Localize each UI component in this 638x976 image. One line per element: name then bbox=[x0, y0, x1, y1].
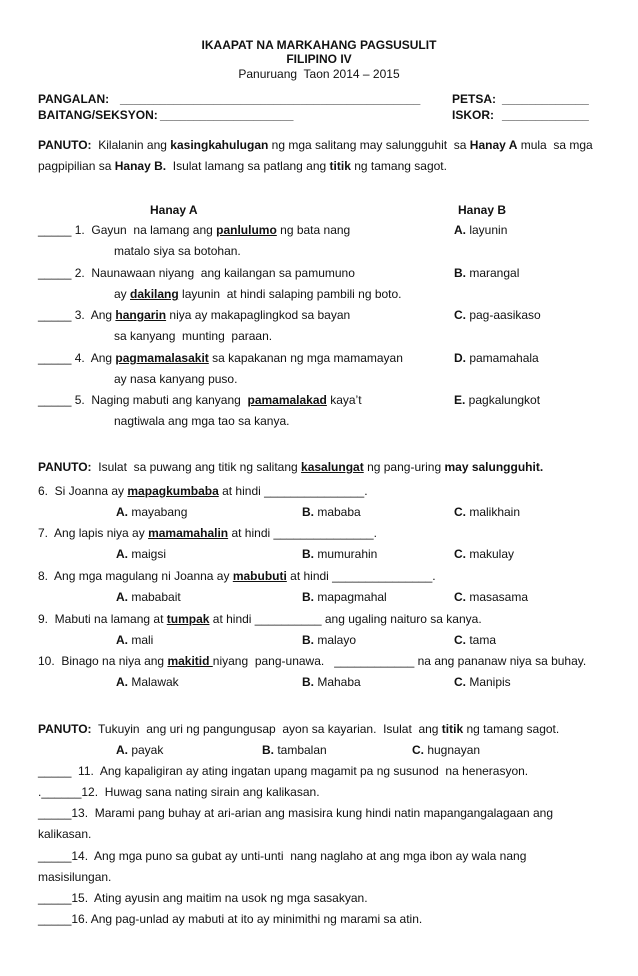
underlined-word: pagmamalasakit bbox=[115, 351, 209, 365]
item-text: sa kapakanan ng mga mamamayan bbox=[208, 351, 403, 365]
choice-b bbox=[302, 633, 356, 648]
hanay-b-choice bbox=[454, 266, 519, 281]
choice-letter: C. bbox=[454, 675, 466, 689]
choice-text: mumurahin bbox=[314, 547, 378, 561]
keyword: kasalungat bbox=[301, 460, 364, 474]
keyword: titik bbox=[329, 159, 351, 173]
sentence-item: _____14. Ang mga puno sa gubat ay unti-unti nang naglaho at ang mga ibon ay wala nang bbox=[38, 849, 527, 863]
antonym-question bbox=[38, 484, 368, 499]
item-text: 10. Binago na niya ang bbox=[38, 654, 168, 668]
item-text: at hindi _______________. bbox=[286, 569, 436, 583]
sentence-item: _____15. Ating ayusin ang maitim na usok ng mga sasakyan. bbox=[38, 891, 368, 905]
choice-text: Manipis bbox=[466, 675, 511, 689]
hanay-b-choice bbox=[454, 223, 507, 238]
instruction-text: Tukuyin ang uri ng pangungusap ayon sa kayarian. Isulat ang bbox=[91, 722, 442, 736]
choice-text: tambalan bbox=[274, 743, 327, 757]
choice-letter: C. bbox=[454, 505, 466, 519]
exam-title: IKAAPAT NA MARKAHANG PAGSUSULIT bbox=[201, 38, 437, 52]
choice-text: Malawak bbox=[128, 675, 179, 689]
choice-text: mapagmahal bbox=[314, 590, 387, 604]
item-text: _____ 4. Ang bbox=[38, 351, 116, 365]
keyword: titik bbox=[441, 722, 464, 736]
item-text: at hindi _______________. bbox=[228, 526, 377, 540]
grade-label: BAITANG/SEKSYON: bbox=[38, 108, 158, 122]
instruction-text: ng mga salitang may salungguhit sa bbox=[268, 138, 470, 152]
sentence-item: _____16. Ang pag-unlad ay mabuti at ito ay minimithi ng marami sa atin. bbox=[38, 912, 423, 926]
choice-text: pag-aasikaso bbox=[466, 308, 541, 322]
date-blank: _____________ bbox=[502, 92, 589, 106]
underlined-word: makitid bbox=[167, 654, 213, 668]
choice-letter: B. bbox=[262, 743, 274, 757]
choice-b bbox=[302, 547, 377, 562]
sentence-item: kalikasan. bbox=[38, 827, 92, 841]
item-text: ng bata nang bbox=[276, 223, 351, 237]
choice-letter: A. bbox=[116, 675, 128, 689]
part1-instruction-cont bbox=[38, 159, 447, 174]
matching-item-cont bbox=[114, 244, 241, 259]
item-text: matalo siya sa botohan. bbox=[114, 244, 241, 258]
item-text: niyang pang-unawa. ____________ na ang pananaw niya sa buhay. bbox=[212, 654, 587, 668]
item-text: 6. Si Joanna ay bbox=[38, 484, 128, 498]
antonym-question bbox=[38, 654, 586, 669]
underlined-word: mabubuti bbox=[232, 569, 287, 583]
choice-a bbox=[116, 547, 166, 562]
instruction-text: ng tamang sagot. bbox=[463, 722, 560, 736]
instruction-text: Isulat sa puwang ang titik ng salitang bbox=[91, 460, 302, 474]
choice-letter: C. bbox=[454, 633, 466, 647]
choice-tambalan bbox=[262, 743, 327, 758]
item-text: layunin at hindi salaping pambili ng boto. bbox=[178, 287, 402, 301]
antonym-question bbox=[38, 569, 436, 584]
choice-text: Mahaba bbox=[314, 675, 361, 689]
instruction-text: Kilalanin ang bbox=[91, 138, 171, 152]
choice-letter: E. bbox=[454, 393, 466, 407]
underlined-word: dakilang bbox=[130, 287, 179, 301]
matching-item bbox=[38, 393, 362, 408]
keyword: Hanay B. bbox=[114, 159, 167, 173]
item-text: 9. Mabuti na lamang at bbox=[38, 612, 167, 626]
hanay-b-choice bbox=[454, 308, 541, 323]
choice-letter: C. bbox=[454, 547, 466, 561]
matching-item bbox=[38, 266, 355, 281]
choice-text: tama bbox=[466, 633, 497, 647]
choice-c bbox=[454, 590, 528, 605]
item-text: 8. Ang mga magulang ni Joanna ay bbox=[38, 569, 233, 583]
choice-text: makulay bbox=[466, 547, 515, 561]
underlined-word: mamamahalin bbox=[148, 526, 229, 540]
sentence-item: _____13. Marami pang buhay at ari-arian ang masisira kung hindi natin mapangangalagaan ang bbox=[38, 806, 554, 820]
choice-text: mababait bbox=[128, 590, 181, 604]
panuto-label: PANUTO: bbox=[38, 138, 92, 152]
underlined-word: panlulumo bbox=[216, 223, 277, 237]
underlined-word: pamamalakad bbox=[247, 393, 327, 407]
choice-text: payak bbox=[128, 743, 164, 757]
choice-a bbox=[116, 633, 153, 648]
choice-letter: B. bbox=[302, 675, 314, 689]
choice-letter: A. bbox=[116, 633, 128, 647]
choice-text: malikhain bbox=[466, 505, 521, 519]
item-text: niya ay makapaglingkod sa bayan bbox=[166, 308, 351, 322]
part2-instruction bbox=[38, 460, 543, 475]
item-text: nagtiwala ang mga tao sa kanya. bbox=[114, 414, 290, 428]
choice-text: marangal bbox=[466, 266, 520, 280]
sentence-item: .______12. Huwag sana nating sirain ang kalikasan. bbox=[38, 785, 320, 799]
choice-letter: A. bbox=[116, 743, 128, 757]
matching-item-cont bbox=[114, 329, 272, 344]
name-label: PANGALAN: bbox=[38, 92, 110, 106]
score-blank: _____________ bbox=[502, 108, 589, 122]
choice-text: mali bbox=[128, 633, 154, 647]
underlined-word: mapagkumbaba bbox=[127, 484, 219, 498]
item-text: ay nasa kanyang puso. bbox=[114, 372, 238, 386]
instruction-text: ng tamang sagot. bbox=[350, 159, 447, 173]
choice-letter: B. bbox=[454, 266, 466, 280]
choice-text: hugnayan bbox=[424, 743, 481, 757]
instruction-text: mula sa mga bbox=[517, 138, 593, 152]
item-text: sa kanyang munting paraan. bbox=[114, 329, 273, 343]
matching-item bbox=[38, 351, 403, 366]
choice-a bbox=[116, 505, 187, 520]
choice-letter: D. bbox=[454, 351, 466, 365]
panuto-label: PANUTO: bbox=[38, 722, 92, 736]
item-text: _____ 1. Gayun na lamang ang bbox=[38, 223, 217, 237]
keyword: Hanay A bbox=[469, 138, 518, 152]
score-label: ISKOR: bbox=[452, 108, 494, 122]
keyword: kasingkahulugan bbox=[170, 138, 269, 152]
panuto-label: PANUTO: bbox=[38, 460, 92, 474]
item-text: at hindi __________ ang ugaling naituro sa kanya. bbox=[209, 612, 482, 626]
hanay-b-choice bbox=[454, 351, 539, 366]
choice-text: malayo bbox=[314, 633, 357, 647]
choice-hugnayan bbox=[412, 743, 480, 758]
matching-item-cont bbox=[114, 287, 402, 302]
choice-text: mayabang bbox=[128, 505, 188, 519]
item-text: kaya’t bbox=[326, 393, 362, 407]
choice-letter: A. bbox=[116, 505, 128, 519]
underlined-word: hangarin bbox=[115, 308, 167, 322]
date-label: PETSA: bbox=[452, 92, 497, 106]
choice-letter: C. bbox=[454, 590, 466, 604]
choice-letter: B. bbox=[302, 590, 314, 604]
choice-text: pagkalungkot bbox=[465, 393, 541, 407]
hanay-b-choice bbox=[454, 393, 540, 408]
choice-b bbox=[302, 675, 361, 690]
matching-item bbox=[38, 308, 350, 323]
item-text: at hindi _______________. bbox=[218, 484, 368, 498]
sentence-item: _____ 11. Ang kapaligiran ay ating ingatan upang magamit pa ng susunod na henerasyon. bbox=[38, 764, 529, 778]
choice-letter: A. bbox=[116, 590, 128, 604]
school-year: Panuruang Taon 2014 – 2015 bbox=[238, 67, 400, 81]
underlined-word: tumpak bbox=[166, 612, 210, 626]
grade-blank: ____________________ bbox=[160, 108, 294, 122]
choice-letter: A. bbox=[116, 547, 128, 561]
matching-item bbox=[38, 223, 350, 238]
antonym-question bbox=[38, 612, 482, 627]
choice-c bbox=[454, 547, 514, 562]
matching-item-cont bbox=[114, 372, 237, 387]
choice-letter: C. bbox=[412, 743, 424, 757]
part1-instruction bbox=[38, 138, 593, 153]
choice-text: masasama bbox=[466, 590, 529, 604]
choice-payak bbox=[116, 743, 163, 758]
instruction-text: ng pang-uring bbox=[363, 460, 445, 474]
item-text: 7. Ang lapis niya ay bbox=[38, 526, 149, 540]
choice-letter: C. bbox=[454, 308, 466, 322]
choice-letter: B. bbox=[302, 633, 314, 647]
name-blank: _____________________________________________ bbox=[120, 92, 421, 106]
item-text: _____ 2. Naunawaan niyang ang kailangan sa pamumuno bbox=[38, 266, 355, 280]
choice-b bbox=[302, 590, 387, 605]
item-text: _____ 3. Ang bbox=[38, 308, 116, 322]
choice-a bbox=[116, 675, 179, 690]
choice-text: pamamahala bbox=[466, 351, 539, 365]
item-text: _____ 5. Naging mabuti ang kanyang bbox=[38, 393, 248, 407]
choice-text: mababa bbox=[314, 505, 361, 519]
matching-item-cont bbox=[114, 414, 289, 429]
choice-c bbox=[454, 505, 520, 520]
choice-a bbox=[116, 590, 181, 605]
item-text: ay bbox=[114, 287, 131, 301]
sentence-item: masisilungan. bbox=[38, 870, 112, 884]
choice-letter: A. bbox=[454, 223, 466, 237]
choice-letter: B. bbox=[302, 547, 314, 561]
choice-letter: B. bbox=[302, 505, 314, 519]
choice-c bbox=[454, 675, 511, 690]
choice-b bbox=[302, 505, 361, 520]
choice-text: layunin bbox=[466, 223, 508, 237]
instruction-text: Isulat lamang sa patlang ang bbox=[166, 159, 330, 173]
subject-title: FILIPINO IV bbox=[286, 52, 352, 66]
keyword: may salungguhit. bbox=[444, 460, 544, 474]
antonym-question bbox=[38, 526, 377, 541]
choice-c bbox=[454, 633, 496, 648]
choice-text: maigsi bbox=[128, 547, 167, 561]
column-a-header: Hanay A bbox=[150, 203, 198, 217]
instruction-text: pagpipilian sa bbox=[38, 159, 115, 173]
column-b-header: Hanay B bbox=[458, 203, 507, 217]
part3-instruction bbox=[38, 722, 559, 737]
